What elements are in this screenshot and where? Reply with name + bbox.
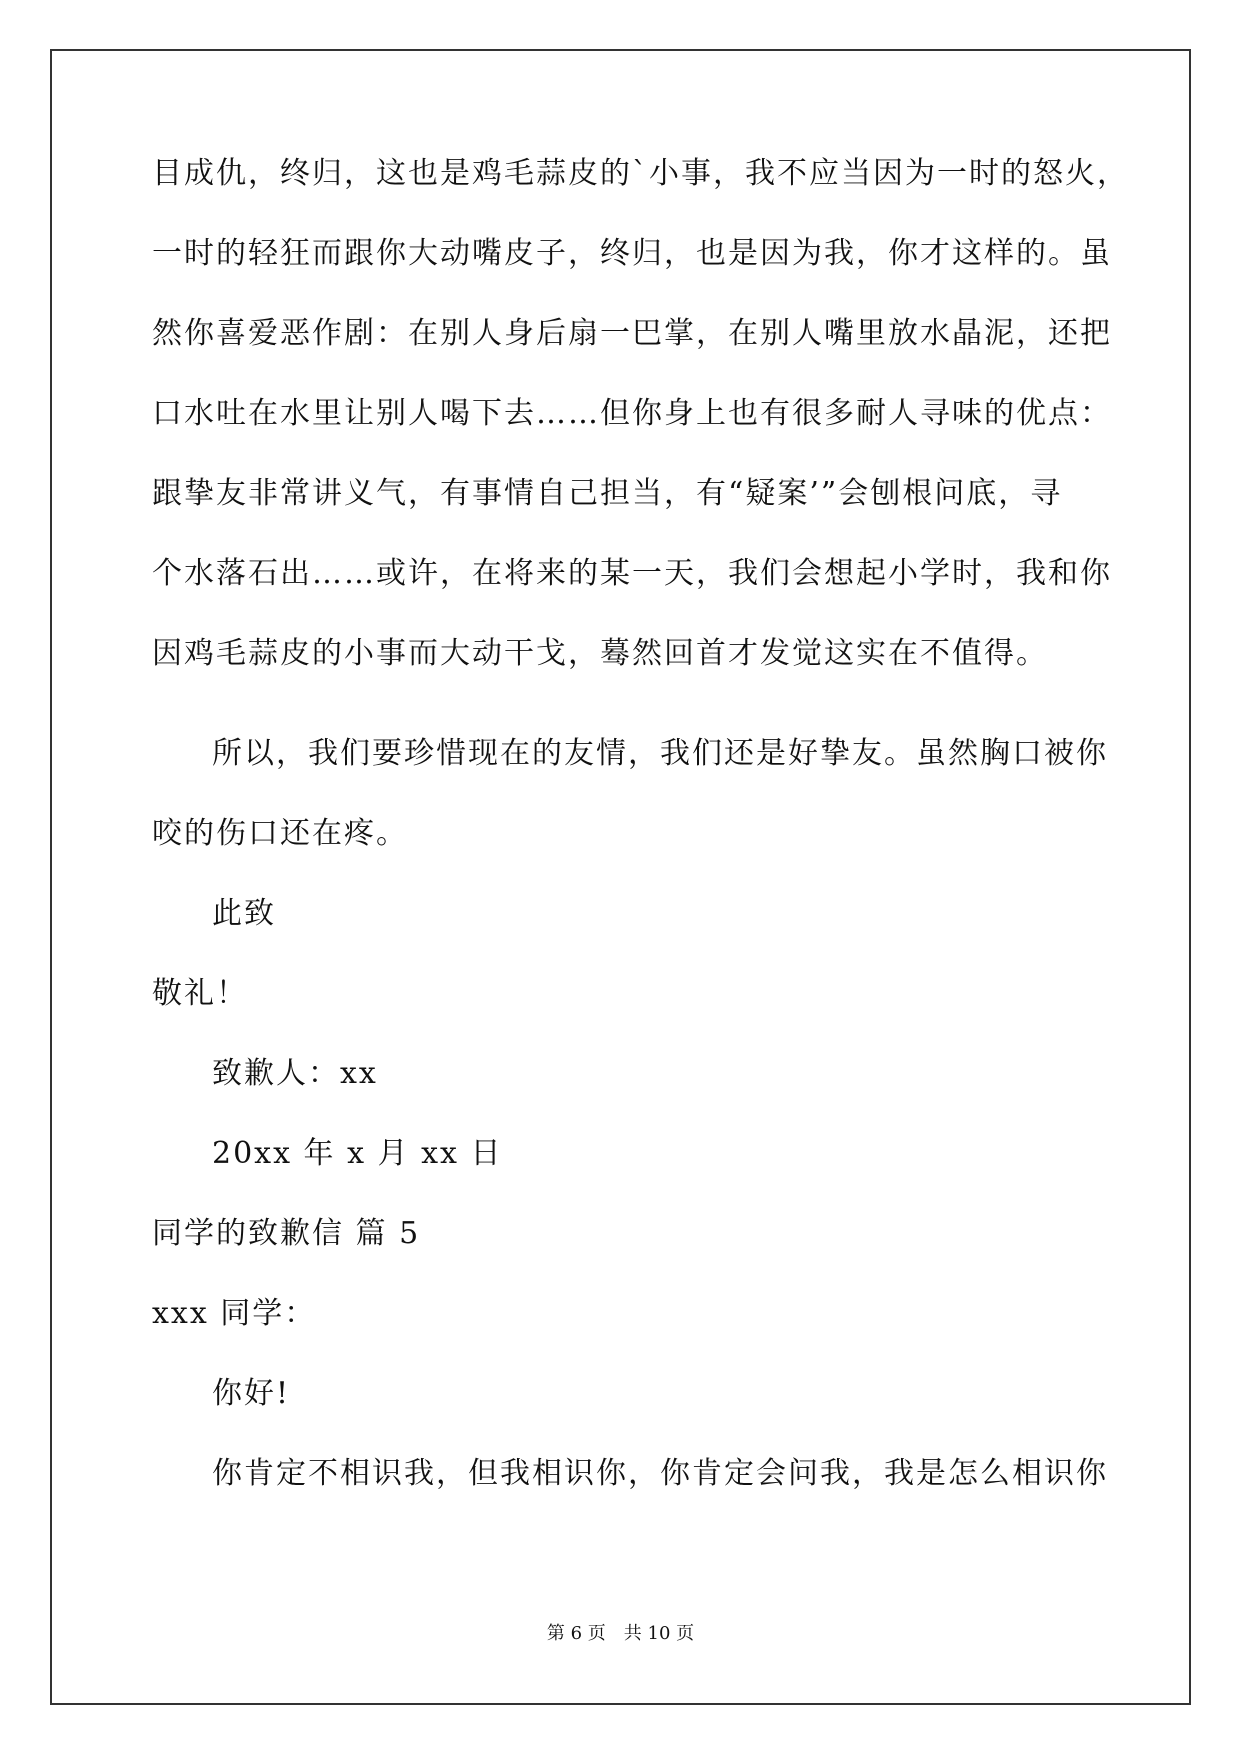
body-text-line: 然你喜爱恶作剧：在别人身后扇一巴掌，在别人嘴里放水晶泥，还把	[152, 316, 1112, 351]
body-text-line: 口水吐在水里让别人喝下去……但你身上也有很多耐人寻味的优点：	[152, 396, 1112, 431]
closing-regards: 敬礼！	[152, 976, 248, 1011]
body-text-line: 个水落石出……或许，在将来的某一天，我们会想起小学时，我和你	[152, 556, 1112, 591]
body-text-line: 所以，我们要珍惜现在的友情，我们还是好挚友。虽然胸口被你	[212, 736, 1108, 771]
letter-greeting: xxx 同学：	[152, 1296, 317, 1331]
body-text-line: 咬的伤口还在疼。	[152, 816, 408, 851]
body-text-line: 一时的轻狂而跟你大动嘴皮子，终归，也是因为我，你才这样的。虽	[152, 236, 1112, 271]
body-text-line: 跟挚友非常讲义气，有事情自己担当，有“疑案’”会刨根问底，寻	[152, 476, 1063, 511]
signature-date: 20xx 年 x 月 xx 日	[212, 1136, 503, 1171]
closing-salutation: 此致	[212, 896, 276, 931]
body-text-line: 因鸡毛蒜皮的小事而大动干戈，蓦然回首才发觉这实在不值得。	[152, 636, 1048, 671]
section-heading: 同学的致歉信 篇 5	[152, 1216, 421, 1251]
signature-author: 致歉人：xx	[212, 1056, 378, 1091]
body-text-line: 你肯定不相识我，但我相识你，你肯定会问我，我是怎么相识你	[212, 1456, 1108, 1491]
letter-hello: 你好!	[212, 1376, 291, 1411]
body-text-line: 目成仇，终归，这也是鸡毛蒜皮的`小事，我不应当因为一时的怒火，	[152, 156, 1129, 191]
page-footer: 第 6 页 共 10 页	[546, 1623, 695, 1644]
